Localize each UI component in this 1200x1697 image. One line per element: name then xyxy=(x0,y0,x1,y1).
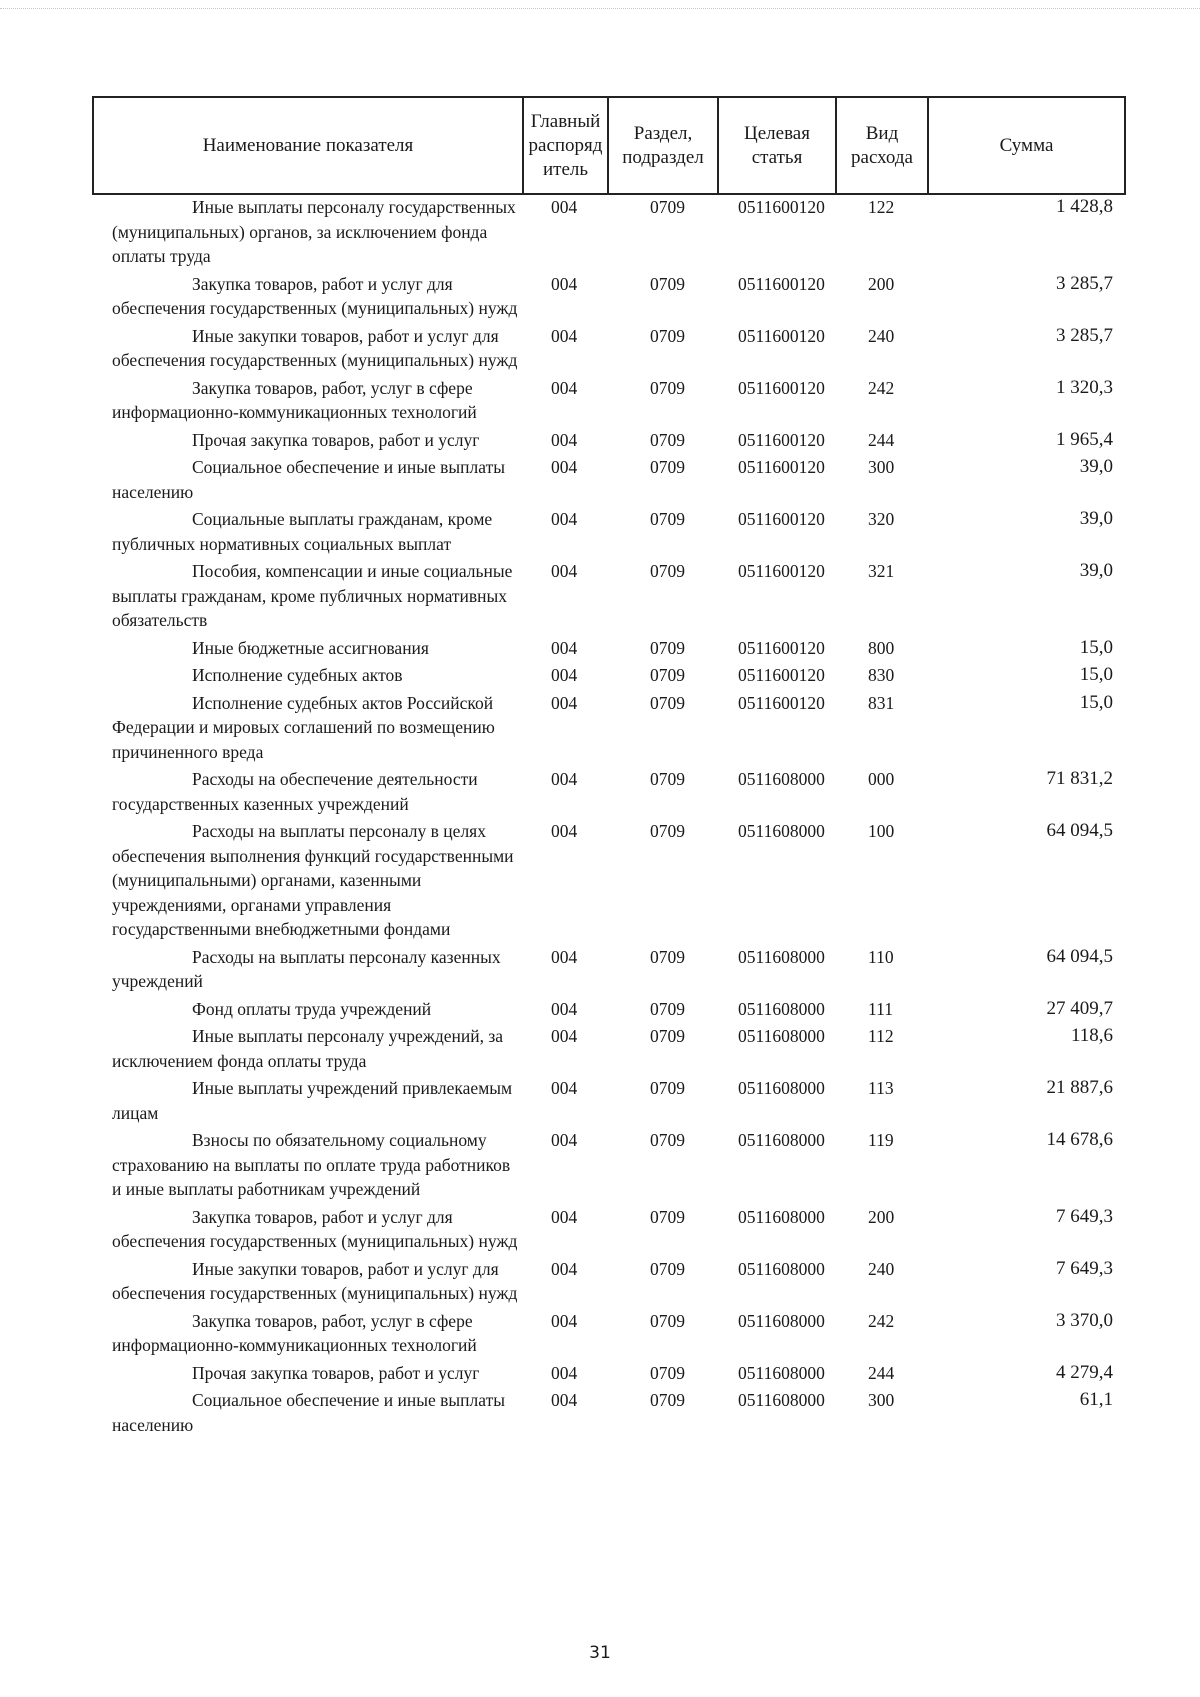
cell-razdel: 0709 xyxy=(650,1258,685,1279)
cell-summa: 64 094,5 xyxy=(1046,820,1113,841)
cell-gr-raspr: 004 xyxy=(551,821,578,841)
table-row xyxy=(93,691,1125,768)
table-header xyxy=(93,97,1125,194)
cell-vid: 244 xyxy=(868,429,895,450)
cell-name xyxy=(93,636,523,664)
cell-razdel: 0709 xyxy=(650,637,685,658)
cell-summa: 118,6 xyxy=(1070,1025,1113,1046)
document-page xyxy=(92,96,1124,1440)
cell-vid: 244 xyxy=(868,1362,895,1383)
indicator-name: Закупка товаров, работ, услуг в сфере информационно-коммуникационных технологий xyxy=(112,377,477,422)
cell-celevaya: 0511608000 xyxy=(738,998,825,1019)
cell-razdel: 0709 xyxy=(650,692,685,713)
cell-vid: 300 xyxy=(868,457,895,477)
budget-table xyxy=(92,96,1126,1440)
cell-name xyxy=(93,1388,523,1440)
cell-summa: 14 678,6 xyxy=(1046,1129,1113,1150)
table-row xyxy=(93,767,1125,819)
cell-razdel: 0709 xyxy=(650,769,685,789)
cell-name xyxy=(93,1076,523,1128)
table-row xyxy=(93,376,1125,428)
cell-razdel: 0709 xyxy=(650,665,685,685)
cell-razdel: 0709 xyxy=(650,1130,685,1150)
cell-name xyxy=(93,559,523,636)
cell-celevaya: 0511600120 xyxy=(738,429,825,450)
cell-summa: 15,0 xyxy=(1079,664,1113,685)
table-row xyxy=(93,1388,1125,1440)
indicator-name: Иные закупки товаров, работ и услуг для обеспечения государственных (муниципальных) нужд xyxy=(112,1258,518,1303)
cell-celevaya: 0511608000 xyxy=(738,1310,825,1331)
cell-name xyxy=(93,663,523,691)
cell-summa: 3 285,7 xyxy=(1056,324,1113,346)
table-row xyxy=(93,507,1125,559)
cell-razdel: 0709 xyxy=(650,946,685,967)
cell-vid: 800 xyxy=(868,637,895,658)
cell-celevaya: 0511600120 xyxy=(738,509,825,529)
cell-summa: 3 285,7 xyxy=(1056,272,1113,294)
indicator-name: Иные выплаты персоналу учреждений, за исключением фонда оплаты труда xyxy=(112,1026,504,1071)
indicator-name: Социальные выплаты гражданам, кроме публичных нормативных социальных выплат xyxy=(112,509,493,554)
cell-razdel: 0709 xyxy=(650,821,685,841)
cell-gr-raspr: 004 xyxy=(551,1206,578,1227)
cell-name xyxy=(93,819,523,945)
cell-gr-raspr: 004 xyxy=(551,1362,578,1383)
cell-vid: 300 xyxy=(868,1390,895,1410)
indicator-name: Взносы по обязательному социальному страхованию на выплаты по оплате труда работников и иные выплаты работникам учреждений xyxy=(112,1130,511,1199)
cell-razdel: 0709 xyxy=(650,1362,685,1383)
cell-razdel: 0709 xyxy=(650,998,685,1019)
table-row xyxy=(93,324,1125,376)
cell-gr-raspr: 004 xyxy=(551,325,578,346)
table-row xyxy=(93,455,1125,507)
cell-vid: 831 xyxy=(868,692,895,713)
table-row xyxy=(93,1128,1125,1205)
table-row xyxy=(93,1024,1125,1076)
table-row xyxy=(93,945,1125,997)
cell-summa: 15,0 xyxy=(1079,636,1113,658)
cell-razdel: 0709 xyxy=(650,1206,685,1227)
indicator-name: Иные бюджетные ассигнования xyxy=(192,637,429,658)
cell-vid: 321 xyxy=(868,561,895,581)
cell-celevaya: 0511600120 xyxy=(738,692,825,713)
cell-vid: 100 xyxy=(868,821,895,841)
cell-summa: 1 320,3 xyxy=(1056,376,1113,398)
cell-razdel: 0709 xyxy=(650,1078,685,1098)
indicator-name: Социальное обеспечение и иные выплаты населению xyxy=(112,457,506,502)
cell-name xyxy=(93,455,523,507)
page-number: 31 xyxy=(589,1643,611,1663)
cell-celevaya: 0511600120 xyxy=(738,325,825,346)
indicator-name: Прочая закупка товаров, работ и услуг xyxy=(192,429,480,450)
cell-name xyxy=(93,767,523,819)
cell-name xyxy=(93,1257,523,1309)
cell-vid: 119 xyxy=(868,1130,894,1150)
cell-name xyxy=(93,945,523,997)
cell-gr-raspr: 004 xyxy=(551,998,578,1019)
cell-vid: 122 xyxy=(868,197,895,217)
indicator-name: Исполнение судебных актов Российской Федерации и мировых соглашений по возмещению причиненного вреда xyxy=(112,692,495,762)
indicator-name: Фонд оплаты труда учреждений xyxy=(192,998,432,1019)
table-row xyxy=(93,272,1125,324)
cell-summa: 39,0 xyxy=(1079,456,1113,477)
cell-summa: 3 370,0 xyxy=(1056,1309,1113,1331)
cell-name xyxy=(93,1024,523,1076)
cell-celevaya: 0511600120 xyxy=(738,197,825,217)
cell-celevaya: 0511600120 xyxy=(738,273,825,294)
scan-edge-line xyxy=(0,8,1200,9)
cell-razdel: 0709 xyxy=(650,273,685,294)
indicator-name: Прочая закупка товаров, работ и услуг xyxy=(192,1362,480,1383)
cell-summa: 39,0 xyxy=(1079,508,1113,529)
cell-summa: 4 279,4 xyxy=(1056,1361,1113,1383)
indicator-name: Закупка товаров, работ и услуг для обеспечения государственных (муниципальных) нужд xyxy=(112,1206,518,1251)
cell-celevaya: 0511608000 xyxy=(738,1078,825,1098)
indicator-name: Расходы на выплаты персоналу в целях обеспечения выполнения функций государственными (муниципальными) органами, казенными учреждениями, органами управления государственными внебюджетными фондами xyxy=(112,821,514,939)
cell-gr-raspr: 004 xyxy=(551,509,578,529)
header-gr-raspr: Главный распоряд итель xyxy=(523,97,608,194)
cell-razdel: 0709 xyxy=(650,457,685,477)
cell-vid: 200 xyxy=(868,1206,895,1227)
cell-gr-raspr: 004 xyxy=(551,692,578,713)
cell-summa: 7 649,3 xyxy=(1056,1205,1113,1227)
cell-celevaya: 0511608000 xyxy=(738,946,825,967)
cell-gr-raspr: 004 xyxy=(551,946,578,967)
table-row xyxy=(93,1361,1125,1389)
cell-vid: 110 xyxy=(868,946,894,967)
indicator-name: Расходы на выплаты персоналу казенных учреждений xyxy=(112,946,501,991)
cell-name xyxy=(93,1128,523,1205)
cell-celevaya: 0511600120 xyxy=(738,637,825,658)
cell-razdel: 0709 xyxy=(650,1026,685,1046)
cell-celevaya: 0511608000 xyxy=(738,1258,825,1279)
header-celevaya: Целевая статья xyxy=(718,97,836,194)
indicator-name: Иные выплаты учреждений привлекаемым лицам xyxy=(112,1078,513,1123)
cell-celevaya: 0511608000 xyxy=(738,1130,825,1150)
cell-name xyxy=(93,997,523,1025)
table-row xyxy=(93,663,1125,691)
cell-vid: 242 xyxy=(868,377,895,398)
cell-summa: 1 428,8 xyxy=(1056,196,1113,217)
indicator-name: Иные выплаты персоналу государственных (муниципальных) органов, за исключением фонда оплаты труда xyxy=(112,197,516,266)
cell-vid: 320 xyxy=(868,509,895,529)
header-vid: Вид расхода xyxy=(836,97,928,194)
cell-summa: 15,0 xyxy=(1079,691,1113,713)
cell-celevaya: 0511608000 xyxy=(738,1026,825,1046)
cell-razdel: 0709 xyxy=(650,561,685,581)
cell-celevaya: 0511608000 xyxy=(738,769,825,789)
cell-gr-raspr: 004 xyxy=(551,273,578,294)
cell-celevaya: 0511608000 xyxy=(738,1206,825,1227)
cell-name xyxy=(93,376,523,428)
cell-gr-raspr: 004 xyxy=(551,637,578,658)
cell-summa: 64 094,5 xyxy=(1046,945,1113,967)
indicator-name: Социальное обеспечение и иные выплаты населению xyxy=(112,1390,506,1435)
cell-razdel: 0709 xyxy=(650,325,685,346)
header-summa: Сумма xyxy=(928,97,1125,194)
cell-name xyxy=(93,1205,523,1257)
cell-vid: 240 xyxy=(868,325,895,346)
cell-name xyxy=(93,272,523,324)
cell-summa: 61,1 xyxy=(1079,1389,1113,1410)
cell-vid: 111 xyxy=(868,998,893,1019)
cell-celevaya: 0511600120 xyxy=(738,377,825,398)
table-row xyxy=(93,819,1125,945)
cell-gr-raspr: 004 xyxy=(551,1026,578,1046)
cell-summa: 39,0 xyxy=(1079,560,1113,581)
cell-summa: 7 649,3 xyxy=(1056,1257,1113,1279)
indicator-name: Расходы на обеспечение деятельности государственных казенных учреждений xyxy=(112,769,478,814)
table-row xyxy=(93,1309,1125,1361)
cell-gr-raspr: 004 xyxy=(551,665,578,685)
cell-vid: 242 xyxy=(868,1310,895,1331)
cell-celevaya: 0511608000 xyxy=(738,1362,825,1383)
cell-celevaya: 0511600120 xyxy=(738,665,825,685)
cell-razdel: 0709 xyxy=(650,197,685,217)
cell-gr-raspr: 004 xyxy=(551,1390,578,1410)
table-body xyxy=(93,194,1125,1440)
cell-gr-raspr: 004 xyxy=(551,1130,578,1150)
cell-gr-raspr: 004 xyxy=(551,197,578,217)
cell-summa: 21 887,6 xyxy=(1046,1077,1113,1098)
cell-gr-raspr: 004 xyxy=(551,769,578,789)
cell-razdel: 0709 xyxy=(650,1310,685,1331)
table-row xyxy=(93,559,1125,636)
table-row xyxy=(93,1257,1125,1309)
table-row xyxy=(93,636,1125,664)
cell-name xyxy=(93,194,523,272)
header-razdel: Раздел, подраздел xyxy=(608,97,718,194)
cell-gr-raspr: 004 xyxy=(551,1258,578,1279)
cell-razdel: 0709 xyxy=(650,1390,685,1410)
cell-summa: 27 409,7 xyxy=(1046,997,1113,1019)
table-row xyxy=(93,997,1125,1025)
cell-gr-raspr: 004 xyxy=(551,1310,578,1331)
indicator-name: Закупка товаров, работ и услуг для обеспечения государственных (муниципальных) нужд xyxy=(112,273,518,318)
table-row xyxy=(93,1076,1125,1128)
table-row xyxy=(93,194,1125,272)
cell-gr-raspr: 004 xyxy=(551,429,578,450)
cell-razdel: 0709 xyxy=(650,377,685,398)
cell-razdel: 0709 xyxy=(650,509,685,529)
cell-name xyxy=(93,428,523,456)
cell-celevaya: 0511608000 xyxy=(738,1390,825,1410)
cell-celevaya: 0511608000 xyxy=(738,821,825,841)
indicator-name: Иные закупки товаров, работ и услуг для обеспечения государственных (муниципальных) нужд xyxy=(112,325,518,370)
cell-summa: 71 831,2 xyxy=(1046,768,1113,789)
cell-vid: 113 xyxy=(868,1078,894,1098)
indicator-name: Пособия, компенсации и иные социальные выплаты гражданам, кроме публичных нормативных обязательств xyxy=(112,561,513,630)
cell-gr-raspr: 004 xyxy=(551,561,578,581)
cell-name xyxy=(93,1309,523,1361)
table-row xyxy=(93,428,1125,456)
cell-name xyxy=(93,691,523,768)
cell-vid: 830 xyxy=(868,665,895,685)
cell-vid: 112 xyxy=(868,1026,894,1046)
cell-gr-raspr: 004 xyxy=(551,1078,578,1098)
table-row xyxy=(93,1205,1125,1257)
cell-gr-raspr: 004 xyxy=(551,457,578,477)
cell-celevaya: 0511600120 xyxy=(738,561,825,581)
cell-summa: 1 965,4 xyxy=(1056,428,1113,450)
cell-name xyxy=(93,507,523,559)
cell-vid: 240 xyxy=(868,1258,895,1279)
header-name: Наименование показателя xyxy=(93,97,523,194)
indicator-name: Закупка товаров, работ, услуг в сфере информационно-коммуникационных технологий xyxy=(112,1310,477,1355)
cell-celevaya: 0511600120 xyxy=(738,457,825,477)
cell-name xyxy=(93,324,523,376)
cell-vid: 200 xyxy=(868,273,895,294)
cell-razdel: 0709 xyxy=(650,429,685,450)
cell-name xyxy=(93,1361,523,1389)
indicator-name: Исполнение судебных актов xyxy=(192,665,403,685)
cell-gr-raspr: 004 xyxy=(551,377,578,398)
cell-vid: 000 xyxy=(868,769,895,789)
